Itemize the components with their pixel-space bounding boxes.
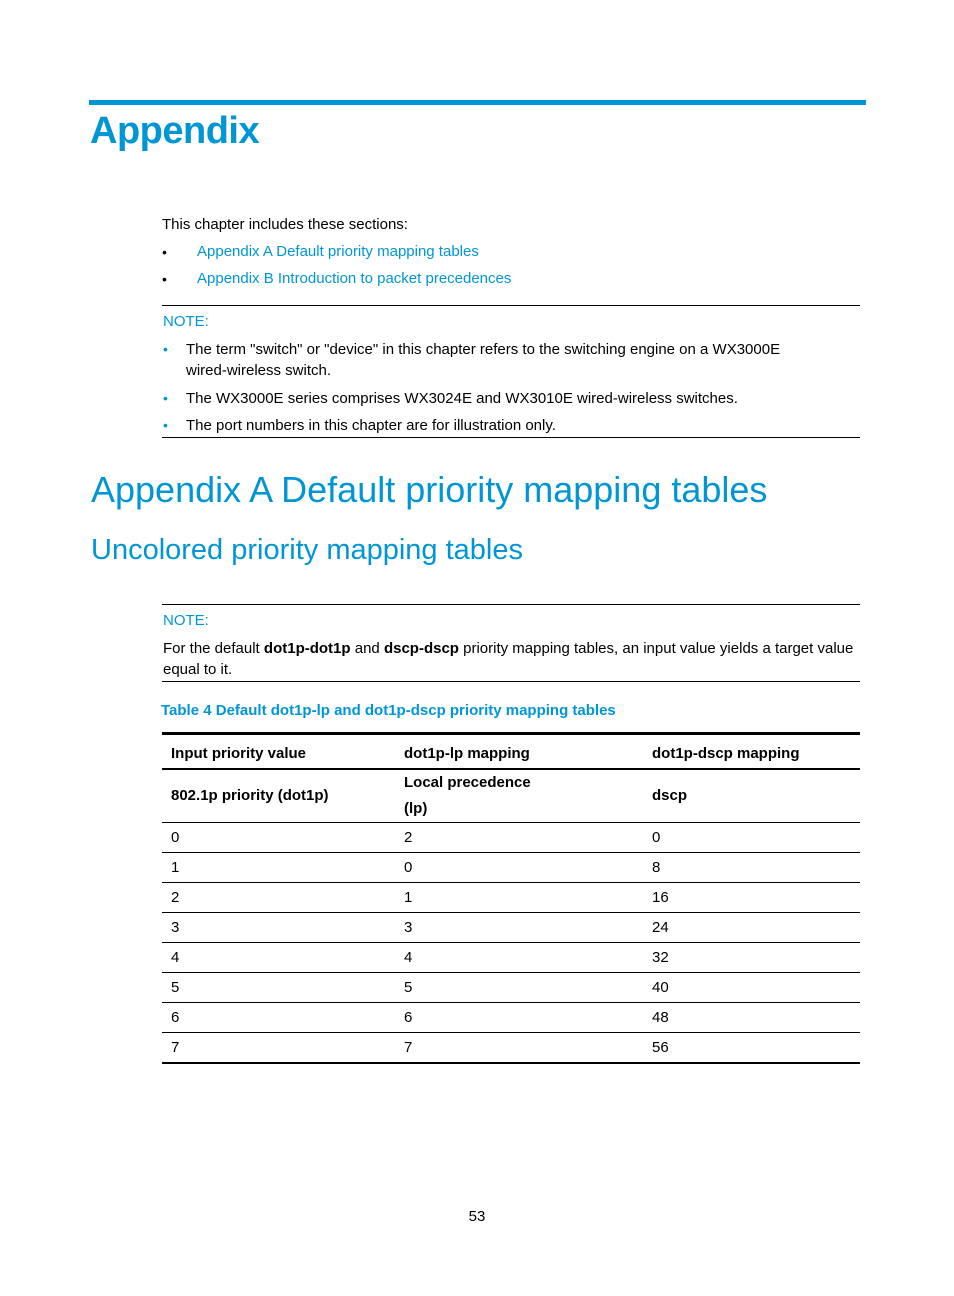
table-cell: 4 bbox=[162, 943, 395, 973]
note-bottom-rule bbox=[162, 437, 860, 438]
bullet-icon: • bbox=[162, 244, 167, 260]
table-subheader-row bbox=[162, 769, 860, 823]
table-cell: 8 bbox=[643, 853, 860, 883]
table-row bbox=[162, 1033, 860, 1064]
priority-mapping-table bbox=[162, 732, 860, 1064]
chapter-top-rule bbox=[89, 100, 866, 105]
table-cell: 7 bbox=[395, 1033, 643, 1064]
page-number: 53 bbox=[468, 1208, 486, 1225]
table-row bbox=[162, 943, 860, 973]
table-cell: 0 bbox=[162, 823, 395, 853]
header-cell: dscp bbox=[643, 769, 860, 823]
table-header-row bbox=[162, 734, 860, 770]
note-item: The WX3000E series comprises WX3024E and WX3010E wired-wireless switches. bbox=[186, 390, 738, 407]
note-label: NOTE: bbox=[163, 313, 209, 330]
table-cell: 2 bbox=[162, 883, 395, 913]
table-row bbox=[162, 823, 860, 853]
table-cell: 5 bbox=[395, 973, 643, 1003]
table-cell: 5 bbox=[162, 973, 395, 1003]
table-cell: 56 bbox=[643, 1033, 860, 1064]
subsection-heading: Uncolored priority mapping tables bbox=[91, 534, 523, 566]
table-cell: 0 bbox=[643, 823, 860, 853]
table-cell: 4 bbox=[395, 943, 643, 973]
table-cell: 32 bbox=[643, 943, 860, 973]
table-cell: 1 bbox=[395, 883, 643, 913]
note-top-rule bbox=[162, 305, 860, 306]
table-row bbox=[162, 1003, 860, 1033]
table-cell: 6 bbox=[395, 1003, 643, 1033]
note-top-rule bbox=[162, 604, 860, 605]
table-caption: Table 4 Default dot1p-lp and dot1p-dscp priority mapping tables bbox=[161, 702, 616, 719]
header-cell: 802.1p priority (dot1p) bbox=[162, 769, 395, 823]
table-row bbox=[162, 853, 860, 883]
table-cell: 40 bbox=[643, 973, 860, 1003]
table-cell: 24 bbox=[643, 913, 860, 943]
table-row bbox=[162, 883, 860, 913]
note-item-line: wired-wireless switch. bbox=[186, 362, 332, 379]
table-cell: 2 bbox=[395, 823, 643, 853]
bullet-icon: • bbox=[163, 417, 168, 433]
note-label: NOTE: bbox=[163, 612, 209, 629]
table-cell: 3 bbox=[395, 913, 643, 943]
note-text: For the default dot1p-dot1p and dscp-dscp priority mapping tables, an input value yields a target value bbox=[163, 640, 854, 657]
intro-text: This chapter includes these sections: bbox=[162, 216, 408, 233]
note-text-cont: equal to it. bbox=[163, 661, 233, 678]
section-link-appendix-a[interactable]: Appendix A Default priority mapping tables bbox=[197, 243, 479, 260]
note-item: The port numbers in this chapter are for illustration only. bbox=[186, 417, 556, 434]
section-heading: Appendix A Default priority mapping tables bbox=[91, 469, 768, 510]
bullet-icon: • bbox=[163, 341, 168, 357]
table-cell: 7 bbox=[162, 1033, 395, 1064]
bullet-icon: • bbox=[163, 390, 168, 406]
header-cell: Local precedence (lp) bbox=[395, 769, 643, 823]
note-bottom-rule bbox=[162, 681, 860, 682]
header-cell: dot1p-lp mapping bbox=[395, 734, 643, 770]
table-cell: 48 bbox=[643, 1003, 860, 1033]
table-cell: 16 bbox=[643, 883, 860, 913]
header-cell: dot1p-dscp mapping bbox=[643, 734, 860, 770]
table-cell: 1 bbox=[162, 853, 395, 883]
header-cell: Input priority value bbox=[162, 734, 395, 770]
section-link-appendix-b[interactable]: Appendix B Introduction to packet precedences bbox=[197, 270, 512, 287]
table-cell: 3 bbox=[162, 913, 395, 943]
table-cell: 0 bbox=[395, 853, 643, 883]
table-cell: 6 bbox=[162, 1003, 395, 1033]
note-item-line: The term "switch" or "device" in this chapter refers to the switching engine on a WX3000E bbox=[186, 341, 781, 358]
table-row bbox=[162, 973, 860, 1003]
chapter-title: Appendix bbox=[90, 110, 260, 152]
bullet-icon: • bbox=[162, 271, 167, 287]
table-row bbox=[162, 913, 860, 943]
